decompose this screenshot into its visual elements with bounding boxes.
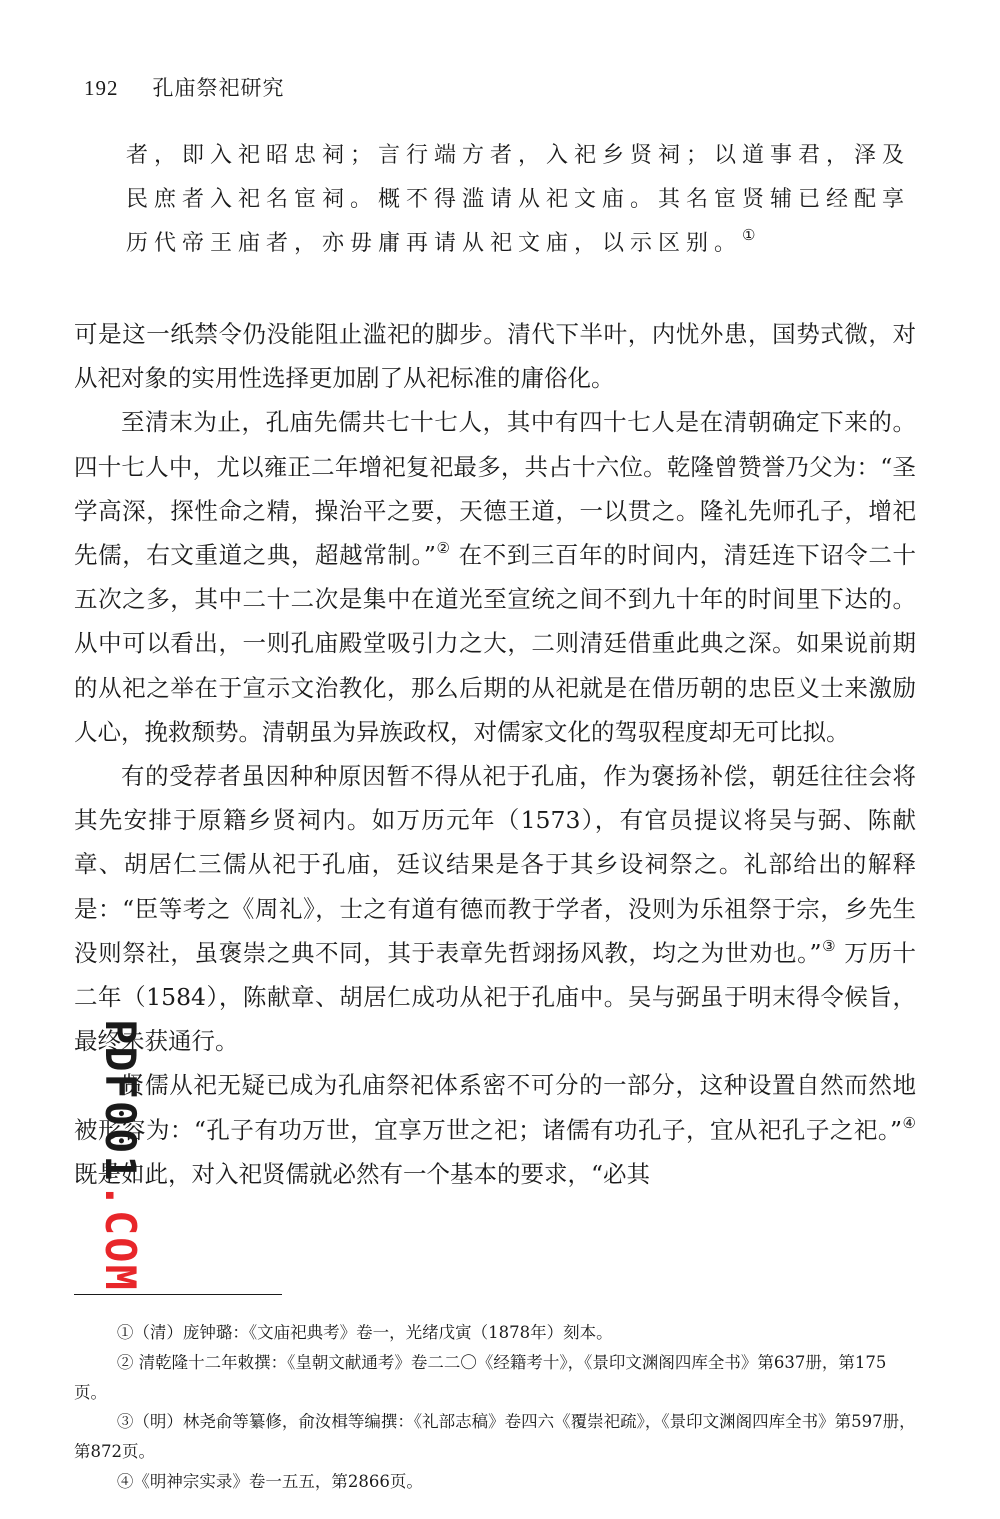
body-text xyxy=(74,312,916,1196)
footnote-ref-2[interactable]: ② xyxy=(435,539,451,558)
footnote-ref-3[interactable]: ③ xyxy=(821,936,837,955)
paragraph-4-text-a: 贤儒从祀无疑已成为孔庙祭祀体系密不可分的一部分，这种设置自然而然地被形容为：“孔子有功万世，宜享万世之祀；诸儒有功孔子，宜从祀孔子之祀。” xyxy=(74,1071,916,1144)
paragraph-3-text-a: 有的受荐者虽因种种原因暂不得从祀于孔庙，作为褒扬补偿，朝廷往往会将其先安排于原籍乡贤祠内。如万历元年（1573），有官员提议将吴与弼、陈献章、胡居仁三儒从祀于孔庙，廷议结果是各于其乡设祠祭之。礼部给出的解释是：“臣等考之《周礼》，士之有道有德而教于学者，没则为乐祖祭于宗，乡先生没则祭社，虽褒崇之典不同，其于表章先哲翊扬风教，均之为世劝也。” xyxy=(74,762,916,967)
footnote-3: ③（明）林尧俞等纂修，俞汝楫等编撰：《礼部志稿》卷四六《覆崇祀疏》，《景印文渊阁四库全书》第597册，第872页。 xyxy=(74,1412,916,1462)
paragraph-2 xyxy=(74,400,916,754)
paragraph-4-text-b: 既是如此，对入祀贤儒就必然有一个基本的要求，“必其 xyxy=(74,1159,651,1188)
paragraph-2-text-a: 至清末为止，孔庙先儒共七十七人，其中有四十七人是在清朝确定下来的。四十七人中，尤以雍正二年增祀复祀最多，共占十六位。乾隆曾赞誉乃父为：“圣学高深，探性命之精，操治平之要，天德王道，一以贯之。隆礼先师孔子，增祀先儒，右文重道之典，超越常制。” xyxy=(74,408,916,570)
footnote-4: ④《明神宗实录》卷一五五，第2866页。 xyxy=(116,1471,423,1491)
watermark xyxy=(96,1019,145,1292)
paragraph-3-text-b: 万历十二年（1584），陈献章、胡居仁成功从祀于孔庙中。吴与弼虽于明末得令候旨，最终未获通行。 xyxy=(74,938,917,1056)
running-header xyxy=(84,72,285,102)
page-number: 192 xyxy=(84,76,119,100)
block-quote-text: 者，即入祀昭忠祠；言行端方者，入祀乡贤祠；以道事君，泽及民庶者入祀名宦祠。概不得滥请从祀文庙。其名宦贤辅已经配享历代帝王庙者，亦毋庸再请从祀文庙，以示区别。 xyxy=(126,143,911,256)
block-quote xyxy=(126,134,916,266)
footnote-ref-4[interactable]: ④ xyxy=(902,1113,917,1132)
paragraph-3 xyxy=(74,754,916,1063)
footnotes xyxy=(74,1318,916,1497)
footnote-ref-1[interactable]: ① xyxy=(742,226,762,244)
footnote-2: ② 清乾隆十二年敕撰：《皇朝文献通考》卷二二〇《经籍考十》，《景印文渊阁四库全书》第637册，第175页。 xyxy=(74,1352,887,1402)
paragraph-2-text-b: 在不到三百年的时间内，清廷连下诏令二十五次之多，其中二十二次是集中在道光至宣统之间不到九十年的时间里下达的。从中可以看出，一则孔庙殿堂吸引力之大，二则清廷借重此典之深。如果说前期的从祀之举在于宣示文治教化，那么后期的从祀就是在借历朝的忠臣义士来激励人心，挽救颓势。清朝虽为异族政权，对儒家文化的驾驭程度却无可比拟。 xyxy=(74,541,917,746)
paragraph-1: 可是这一纸禁令仍没能阻止滥祀的脚步。清代下半叶，内忧外患，国势式微，对从祀对象的实用性选择更加剧了从祀标准的庸俗化。 xyxy=(74,320,916,393)
footnote-1: ①（清）庞钟璐：《文庙祀典考》卷一，光绪戊寅（1878年）刻本。 xyxy=(116,1323,613,1342)
watermark-name: PDF001 xyxy=(96,1019,145,1183)
paragraph-4 xyxy=(74,1063,916,1196)
watermark-ext: .COM xyxy=(96,1182,145,1292)
running-title: 孔庙祭祀研究 xyxy=(152,76,285,100)
footnote-divider xyxy=(74,1294,282,1295)
